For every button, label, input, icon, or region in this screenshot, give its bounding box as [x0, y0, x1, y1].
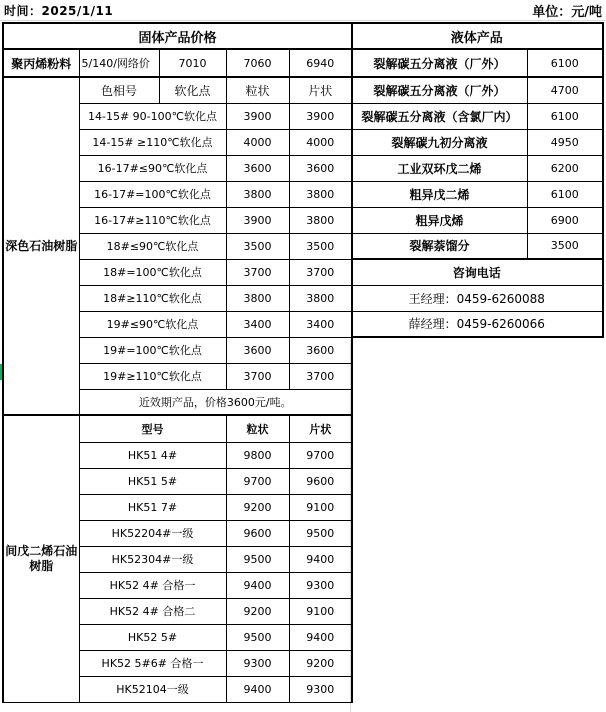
liquid-price-table — [351, 22, 604, 338]
contact-phone: 王经理：0459-6260088 — [352, 285, 603, 311]
pp-spec: 5/140/网络价 — [79, 49, 159, 77]
resin-row-price: 9500 — [289, 520, 352, 546]
dark-row-price: 4000 — [226, 129, 289, 155]
dark-row-price: 3800 — [289, 207, 352, 233]
dark-row-price: 3900 — [226, 103, 289, 129]
dark-note: 近效期产品，价格3600元/吨。 — [79, 389, 352, 415]
resin-row-price: 9300 — [289, 676, 352, 702]
liquid-row-price: 4700 — [528, 77, 603, 103]
liquid-row-price: 6100 — [528, 103, 603, 129]
solid-price-table — [2, 22, 353, 703]
col-header: 软化点 — [159, 77, 226, 103]
resin-row-name: HK51 4# — [79, 442, 226, 468]
liquid-row-price: 6100 — [528, 49, 603, 77]
solid-title: 固体产品价格 — [3, 23, 352, 49]
pp-price: 7060 — [226, 49, 289, 77]
resin-row-name: HK52 5# — [79, 624, 226, 650]
dark-row-price: 3500 — [289, 233, 352, 259]
liquid-row-name: 粗异戊二烯 — [352, 181, 528, 207]
dark-row-name: 19#≤90℃软化点 — [79, 311, 226, 337]
resin-row-price: 9100 — [289, 494, 352, 520]
pp-name: 聚丙烯粉料 — [3, 49, 79, 77]
resin-row-price: 9100 — [289, 598, 352, 624]
contact-phone: 薛经理：0459-6260066 — [352, 311, 603, 337]
dark-row-price: 3700 — [226, 259, 289, 285]
liquid-row-name: 裂解碳五分离液（含氯厂内） — [352, 103, 528, 129]
resin-row-name: HK51 7# — [79, 494, 226, 520]
col-header: 片状 — [289, 415, 352, 442]
resin-row-price: 9300 — [289, 572, 352, 598]
resin-row-price: 9400 — [289, 624, 352, 650]
dark-row-name: 19#≥110℃软化点 — [79, 363, 226, 389]
resin-row-price: 9400 — [226, 676, 289, 702]
dark-row-price: 3600 — [226, 337, 289, 363]
contact-title: 咨询电话 — [352, 259, 603, 285]
liquid-row-price: 6900 — [528, 207, 603, 233]
resin-row-price: 9500 — [226, 624, 289, 650]
col-header: 粒状 — [226, 415, 289, 442]
liquid-row-name: 裂解碳五分离液（厂外） — [352, 49, 528, 77]
dark-row-name: 18#≤90℃软化点 — [79, 233, 226, 259]
resin-row-price: 9600 — [226, 520, 289, 546]
liquid-row-name: 裂解萘馏分 — [352, 233, 528, 259]
dark-row-name: 18#=100℃软化点 — [79, 259, 226, 285]
dark-row-price: 3700 — [226, 363, 289, 389]
col-header: 片状 — [289, 77, 352, 103]
resin-row-price: 9700 — [226, 468, 289, 494]
liquid-title: 液体产品 — [352, 23, 603, 49]
liquid-row-name: 裂解碳五分离液（厂外） — [352, 77, 528, 103]
date-label: 时间：2025/1/11 — [4, 4, 114, 18]
liquid-row-name: 裂解碳九初分离液 — [352, 129, 528, 155]
piperylene-resin-group-label: 间戊二烯石油树脂 — [3, 415, 79, 702]
dark-resin-group-label: 深色石油树脂 — [3, 77, 79, 415]
sheet-header — [0, 0, 606, 20]
resin-row-price: 9200 — [226, 494, 289, 520]
resin-row-price: 9800 — [226, 442, 289, 468]
liquid-row-price: 6100 — [528, 181, 603, 207]
resin-row-price: 9200 — [226, 598, 289, 624]
resin-row-price: 9300 — [226, 650, 289, 676]
dark-row-price: 3800 — [289, 181, 352, 207]
dark-row-price: 3600 — [289, 337, 352, 363]
unit-label: 单位：元/吨 — [532, 5, 602, 20]
dark-row-price: 3900 — [289, 103, 352, 129]
dark-row-price: 3800 — [289, 285, 352, 311]
resin-row-name: HK51 5# — [79, 468, 226, 494]
resin-row-price: 9500 — [226, 546, 289, 572]
dark-row-price: 3700 — [289, 363, 352, 389]
dark-row-price: 3500 — [226, 233, 289, 259]
resin-row-price: 9400 — [226, 572, 289, 598]
resin-row-name: HK52204#一级 — [79, 520, 226, 546]
col-header: 型号 — [79, 415, 226, 442]
liquid-row-price: 6200 — [528, 155, 603, 181]
dark-row-price: 3600 — [289, 155, 352, 181]
liquid-row-price: 3500 — [528, 233, 603, 259]
resin-row-name: HK52304#一级 — [79, 546, 226, 572]
resin-row-price: 9400 — [289, 546, 352, 572]
dark-row-price: 4000 — [289, 129, 352, 155]
pp-price: 6940 — [289, 49, 352, 77]
resin-row-price: 9200 — [289, 650, 352, 676]
liquid-row-price: 4950 — [528, 129, 603, 155]
col-header: 粒状 — [226, 77, 289, 103]
dark-row-name: 14-15# 90-100℃软化点 — [79, 103, 226, 129]
dark-row-name: 19#=100℃软化点 — [79, 337, 226, 363]
resin-row-name: HK52104一级 — [79, 676, 226, 702]
dark-row-price: 3600 — [226, 155, 289, 181]
gridline — [0, 20, 606, 21]
dark-row-price: 3400 — [289, 311, 352, 337]
dark-row-price: 3400 — [226, 311, 289, 337]
resin-row-price: 9700 — [289, 442, 352, 468]
liquid-row-name: 工业双环戊二烯 — [352, 155, 528, 181]
liquid-row-name: 粗异戊烯 — [352, 207, 528, 233]
dark-row-price: 3800 — [226, 285, 289, 311]
dark-row-price: 3700 — [289, 259, 352, 285]
dark-row-name: 14-15# ≥110℃软化点 — [79, 129, 226, 155]
dark-row-name: 16-17#=100℃软化点 — [79, 181, 226, 207]
resin-row-name: HK52 5#6# 合格一 — [79, 650, 226, 676]
resin-row-name: HK52 4# 合格二 — [79, 598, 226, 624]
dark-row-price: 3900 — [226, 207, 289, 233]
col-header: 色相号 — [79, 77, 159, 103]
dark-row-price: 3800 — [226, 181, 289, 207]
resin-row-name: HK52 4# 合格一 — [79, 572, 226, 598]
dark-row-name: 16-17#≤90℃软化点 — [79, 155, 226, 181]
pp-price: 7010 — [159, 49, 226, 77]
resin-row-price: 9600 — [289, 468, 352, 494]
dark-row-name: 16-17#≥110℃软化点 — [79, 207, 226, 233]
dark-row-name: 18#≥110℃软化点 — [79, 285, 226, 311]
